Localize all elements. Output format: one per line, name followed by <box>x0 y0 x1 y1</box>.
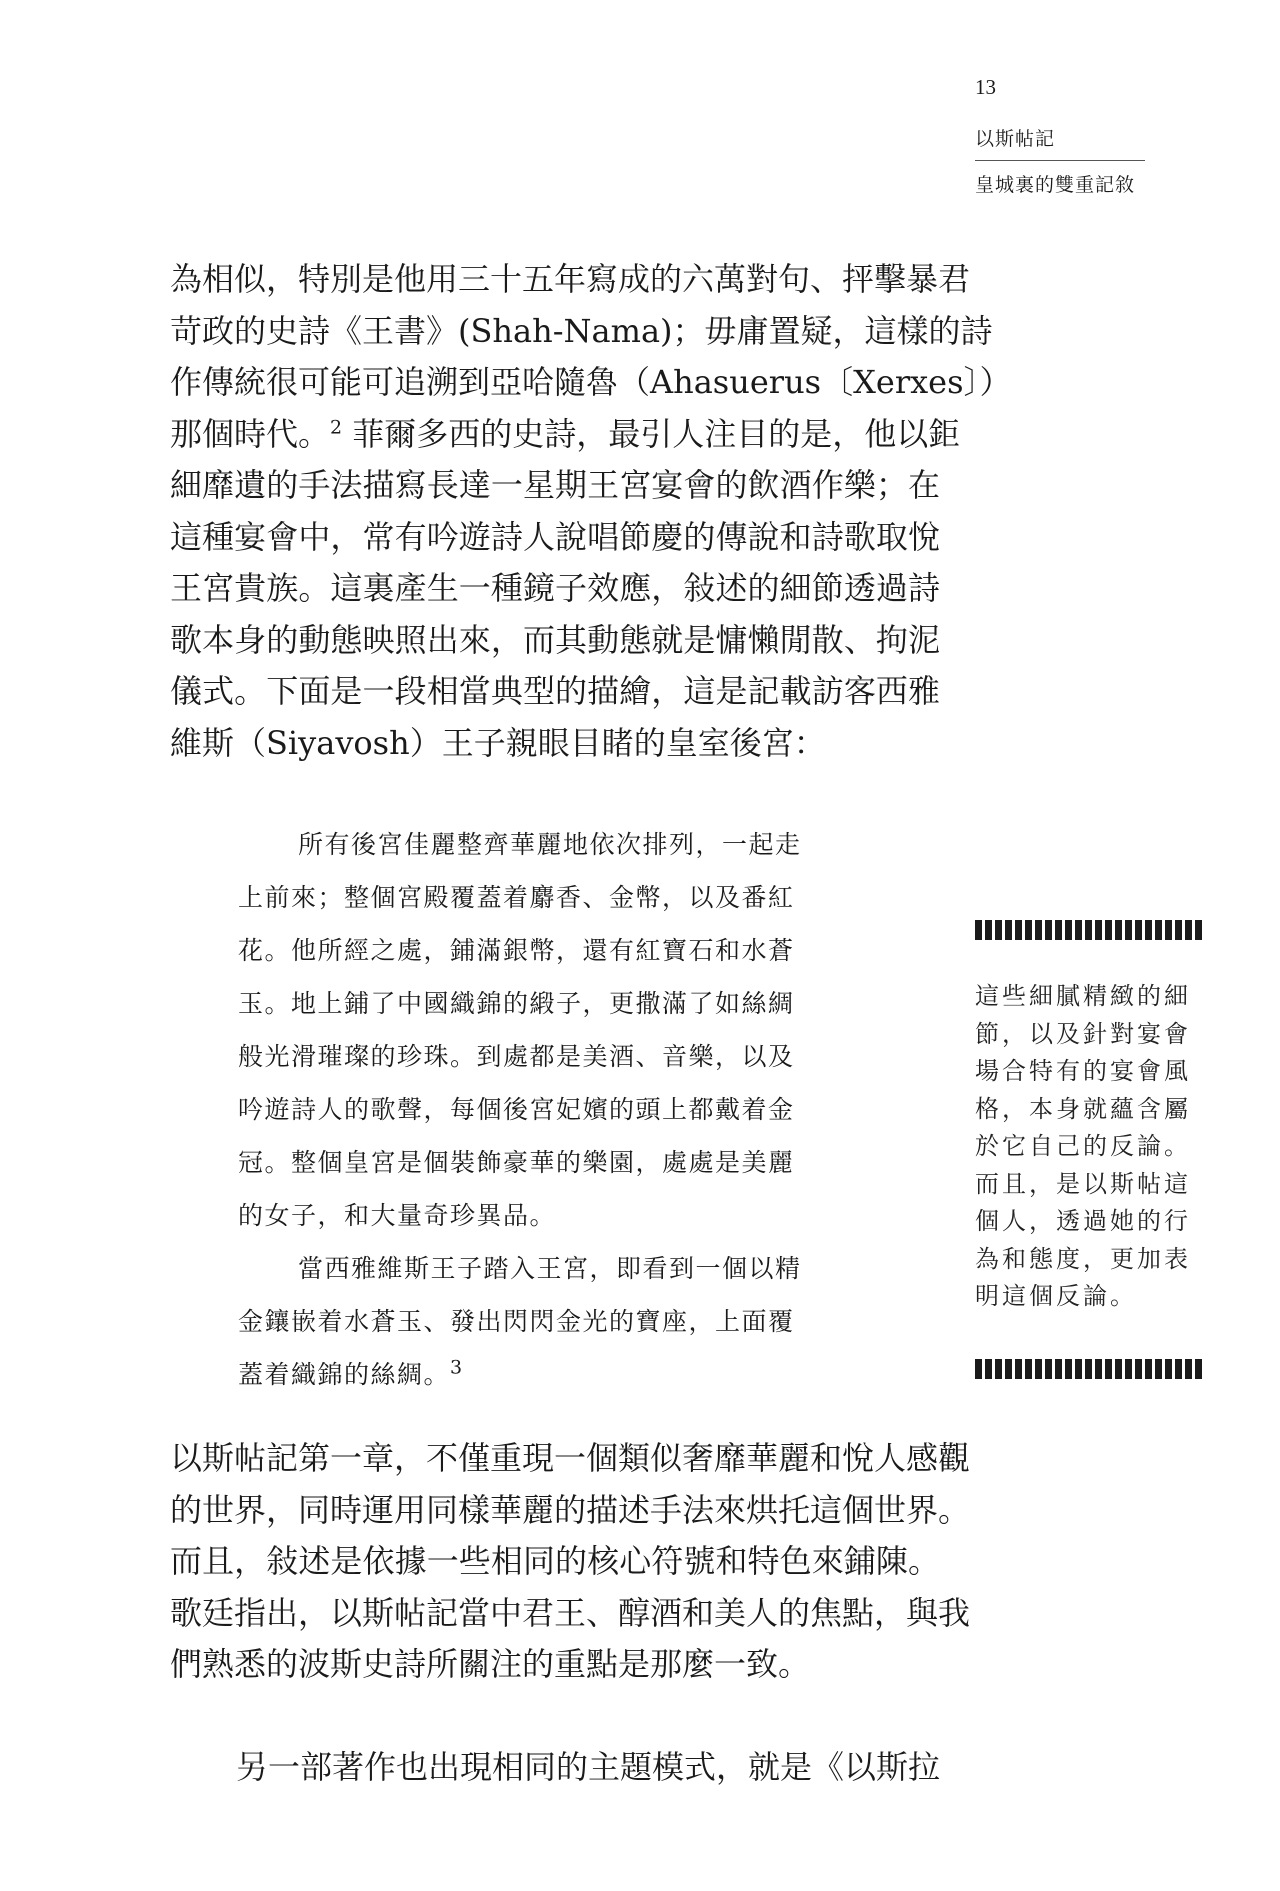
sidebar-line: 節，以及針對宴會 <box>975 1019 1191 1048</box>
text-line: 維斯（Siyavosh）王子親眼目睹的皇室後宮： <box>170 723 826 762</box>
text-segment: 那個時代。 <box>170 414 331 453</box>
running-head-book-title: 以斯帖記 <box>975 128 1056 150</box>
body-paragraph-1 <box>170 254 1012 769</box>
sidebar-callout <box>975 978 1207 1316</box>
sidebar-line: 個人，透過她的行 <box>975 1207 1191 1235</box>
quote-line: 金鑲嵌着水蒼玉、發出閃閃金光的寶座，上面覆 <box>238 1307 795 1336</box>
text-line: 為相似，特別是他用三十五年寫成的六萬對句、抨擊暴君 <box>170 260 971 298</box>
quote-line: 的女子，和大量奇珍異品。 <box>238 1201 557 1230</box>
sidebar-line: 這些細膩精緻的細 <box>975 982 1191 1010</box>
text-line: 另一部著作也出現相同的主題模式，就是《以斯拉 <box>236 1748 941 1786</box>
quote-line: 般光滑璀璨的珍珠。到處都是美酒、音樂，以及 <box>238 1042 795 1071</box>
sidebar-line: 場合特有的宴會風 <box>975 1057 1191 1085</box>
text-line: 儀式。下面是一段相當典型的描繪，這是記載訪客西雅 <box>170 672 940 710</box>
text-segment: 菲爾多西的史詩，最引人注目的是，他以鉅 <box>352 414 961 453</box>
quote-line <box>238 1348 873 1401</box>
text-line: 歌本身的動態映照出來，而其動態就是慵懶閒散、拘泥 <box>170 620 940 659</box>
text-line <box>170 409 961 461</box>
text-line: 們熟悉的波斯史詩所關注的重點是那麼一致。 <box>170 1645 811 1683</box>
text-line: 細靡遺的手法描寫長達一星期王宮宴會的飲酒作樂；在 <box>170 466 940 504</box>
text-line: 這種宴會中，常有吟遊詩人說唱節慶的傳說和詩歌取悅 <box>170 517 940 556</box>
quote-line: 花。他所經之處，鋪滿銀幣，還有紅寶石和水蒼 <box>238 936 795 965</box>
body-paragraph-3 <box>170 1742 940 1794</box>
text-line: 苛政的史詩《王書》(Shah-Nama)；毋庸置疑，這樣的詩 <box>170 311 993 350</box>
footnote-ref-3[interactable]: 3 <box>450 1356 464 1379</box>
running-head-divider <box>975 160 1145 161</box>
quote-line: 冠。整個皇宮是個裝飾豪華的樂園，處處是美麗 <box>238 1148 795 1177</box>
text-line: 王宮貴族。這裏產生一種鏡子效應，敍述的細節透過詩 <box>170 569 940 607</box>
quote-line: 當西雅維斯王子踏入王宮，即看到一個以精 <box>298 1254 802 1283</box>
sidebar-line: 於它自己的反論。 <box>975 1132 1191 1160</box>
body-paragraph-2 <box>170 1433 971 1691</box>
quote-line: 玉。地上鋪了中國織錦的緞子，更撒滿了如絲綢 <box>238 989 795 1018</box>
sidebar-line: 明這個反論。 <box>975 1282 1137 1310</box>
text-line: 歌廷指出，以斯帖記當中君王、醇酒和美人的焦點，與我 <box>170 1593 971 1632</box>
text-line: 而且，敍述是依據一些相同的核心符號和特色來鋪陳。 <box>170 1542 940 1580</box>
block-quote-1 <box>238 818 873 1242</box>
sidebar-bottom-bar <box>975 1359 1205 1379</box>
text-line: 以斯帖記第一章，不僅重現一個類似奢靡華麗和悅人感觀 <box>170 1439 971 1477</box>
sidebar-line: 而且，是以斯帖這 <box>975 1169 1191 1198</box>
running-head-chapter-title: 皇城裏的雙重記敘 <box>975 174 1136 196</box>
sidebar-top-bar <box>975 920 1205 940</box>
text-segment: 蓋着織錦的絲綢。 <box>238 1360 451 1389</box>
quote-line: 上前來；整個宮殿覆蓋着麝香、金幣，以及番紅 <box>238 883 795 912</box>
quote-line: 吟遊詩人的歌聲，每個後宮妃嬪的頭上都戴着金 <box>238 1095 795 1124</box>
block-quote-2 <box>238 1242 873 1401</box>
text-line: 作傳統很可能可追溯到亞哈隨魯（Ahasuerus〔Xerxes〕） <box>170 363 1012 401</box>
page-number: 13 <box>975 75 996 99</box>
text-line: 的世界，同時運用同樣華麗的描述手法來烘托這個世界。 <box>170 1490 971 1529</box>
footnote-ref-2[interactable]: 2 <box>330 415 343 438</box>
sidebar-line: 格，本身就蘊含屬 <box>975 1094 1191 1123</box>
sidebar-line: 為和態度，更加表 <box>975 1244 1191 1273</box>
quote-line: 所有後宮佳麗整齊華麗地依次排列，一起走 <box>298 830 802 859</box>
